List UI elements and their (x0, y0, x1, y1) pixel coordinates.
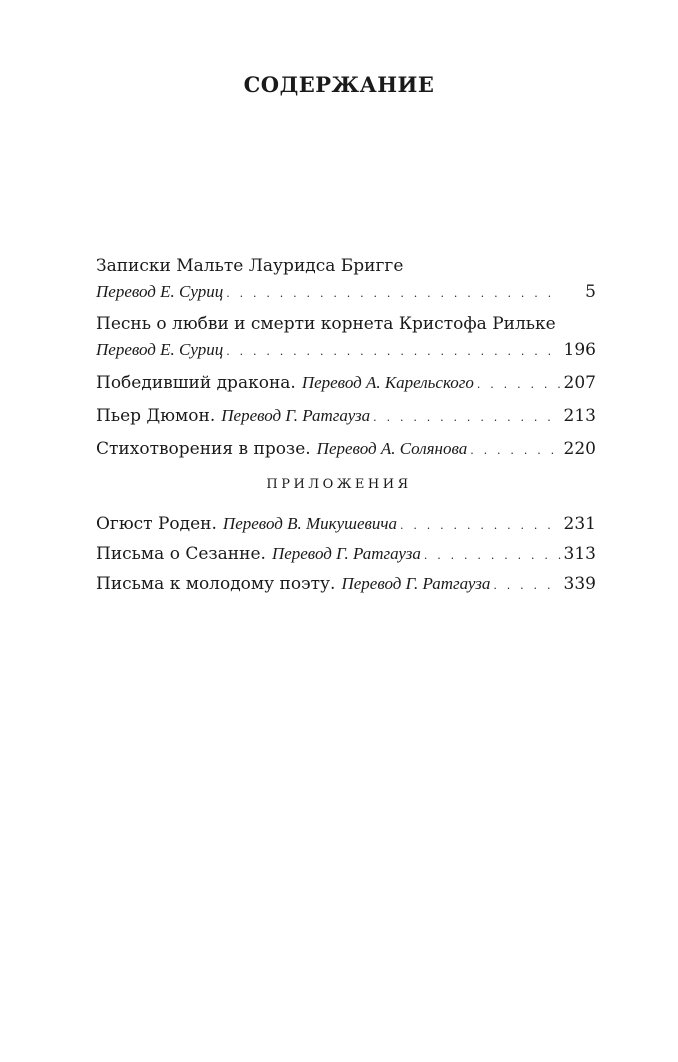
appendix-entry-title: Письма о Сезанне. (96, 544, 266, 564)
toc-entry[interactable] (96, 254, 596, 304)
toc-entry-page: 196 (563, 340, 596, 360)
leader-dots (400, 511, 561, 541)
leader-dots (373, 405, 560, 430)
page-title: СОДЕРЖАНИЕ (243, 72, 435, 97)
toc-entry-page: 5 (585, 282, 596, 302)
toc-entry-page: 213 (563, 406, 596, 426)
toc-entry[interactable] (96, 403, 596, 428)
appendix-entry-title: Огюст Роден. (96, 514, 217, 534)
toc-entry-page: 220 (563, 439, 596, 459)
toc-entry-page: 207 (563, 373, 596, 393)
leader-dots (424, 541, 561, 571)
toc-entry-title: Песнь о любви и смерти корнета Кристофа Рильке (96, 314, 556, 334)
toc-entry-title: Победивший дракона. (96, 373, 296, 393)
toc-entry-translator: Перевод Е. Суриц (96, 340, 224, 359)
leader-dots (226, 281, 562, 306)
appendix-entry-translator: Перевод Г. Ратгауза (341, 574, 491, 593)
appendix-entry[interactable] (96, 539, 596, 569)
leader-dots (493, 571, 560, 601)
toc-entry[interactable] (96, 312, 596, 362)
toc-entry-title: Пьер Дюмон. (96, 406, 216, 426)
toc-entry-translator: Перевод Г. Ратгауза (221, 406, 371, 425)
toc-entry[interactable] (96, 436, 596, 461)
toc-entry-title: Стихотворения в прозе. (96, 439, 311, 459)
appendix-entry-page: 339 (563, 574, 596, 594)
appendix-entry[interactable] (96, 569, 596, 599)
appendix-heading: ПРИЛОЖЕНИЯ (266, 477, 412, 492)
appendix-list (96, 509, 596, 599)
toc-entry-translator: Перевод Е. Суриц (96, 282, 224, 301)
table-of-contents (96, 254, 596, 461)
toc-entry-translator: Перевод А. Карельского (301, 373, 474, 392)
leader-dots (470, 438, 560, 463)
toc-entry-translator: Перевод А. Солянова (316, 439, 468, 458)
leader-dots (226, 339, 560, 364)
appendix-entry-translator: Перевод В. Микушевича (222, 514, 397, 533)
appendix-entry-page: 231 (563, 514, 596, 534)
toc-entry-title: Записки Мальте Лауридса Бригге (96, 256, 404, 276)
appendix-entry-translator: Перевод Г. Ратгауза (271, 544, 421, 563)
toc-entry[interactable] (96, 370, 596, 395)
appendix-entry-title: Письма к молодому поэту. (96, 574, 336, 594)
leader-dots (477, 372, 561, 397)
appendix-entry[interactable] (96, 509, 596, 539)
appendix-entry-page: 313 (563, 544, 596, 564)
